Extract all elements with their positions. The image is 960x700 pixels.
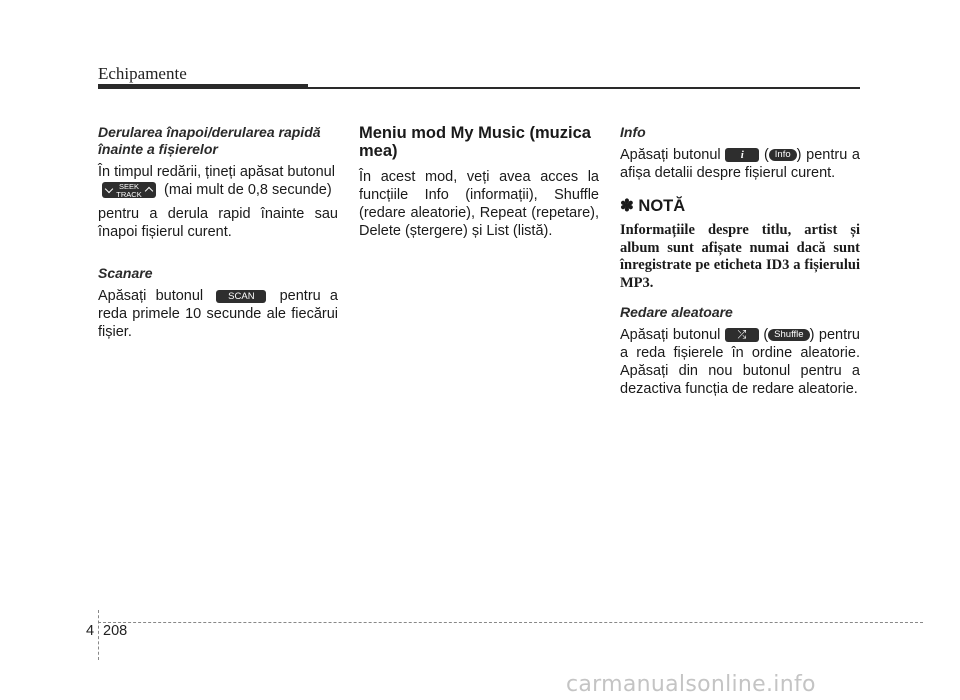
scan-button: SCAN — [216, 290, 266, 303]
chapter-number: 4 — [86, 623, 95, 639]
note-text: Informațiile despre titlu, artist și album sunt afișate numai dacă sunt înregistrate pe eticheta ID3 a fișierului MP3. — [620, 222, 860, 291]
shuffle-icon: ⤮ — [725, 328, 759, 342]
watermark: carmanualsonline.info — [566, 672, 816, 697]
column-left — [98, 124, 338, 347]
info-pill: Info — [769, 149, 797, 161]
footer-rule — [98, 622, 923, 623]
note-heading: ✽ NOTĂ — [620, 197, 686, 215]
seek-text-1: În timpul redării, țineți apăsat butonul — [98, 164, 335, 180]
scan-heading: Scanare — [98, 265, 153, 281]
page-number: 208 — [103, 623, 128, 639]
shuffle-heading: Redare aleatoare — [620, 304, 733, 320]
info-paragraph: Apăsați butonul i ( Info ) pentru a afișa detalii despre fișierul curent. — [620, 147, 860, 181]
shuffle-text-2: pentru a reda fișierele în ordine aleatorie. Apăsați din nou butonul pentru a dezactiva funcția de redare aleatorie. — [620, 327, 860, 397]
track-label: TRACK — [116, 189, 142, 199]
chevron-down-icon — [105, 185, 113, 193]
seek-label: SEEK — [118, 182, 139, 192]
shuffle-text-1: Apăsați butonul — [620, 327, 721, 343]
my-music-text: În acest mod, veți avea acces la funcțiile Info (informații), Shuffle (redare aleatorie), Repeat (repetare), Delete (ștergere) și List (listă). — [359, 169, 599, 239]
column-middle — [359, 124, 599, 246]
seek-heading: Derularea înapoi/derularea rapidă înainte a fișierelor — [98, 124, 321, 157]
scan-paragraph — [98, 287, 338, 341]
info-icon: i — [725, 148, 759, 162]
footer-divider — [98, 610, 99, 660]
info-text-1: Apăsați butonul — [620, 147, 721, 163]
my-music-heading: Meniu mod My Music (muzica mea) — [359, 124, 591, 160]
section-title: Echipamente — [98, 64, 187, 83]
scan-text-2: pentru a reda primele 10 secunde ale fiecărui fișier. — [98, 288, 338, 340]
info-text-2: pentru a afișa detalii despre fișierul curent. — [620, 147, 860, 181]
seek-text-3: pentru a derula rapid înainte sau înapoi fișierul curent. — [98, 206, 338, 240]
header-rule — [98, 87, 860, 89]
column-right — [620, 124, 860, 404]
seek-track-button — [102, 182, 156, 198]
shuffle-pill: Shuffle — [768, 329, 809, 341]
shuffle-paragraph: Apăsați butonul ⤮ ( Shuffle ) pentru a reda fișierele în ordine aleatorie. Apăsați din nou butonul pentru a dezactiva funcția de redare aleatorie. — [620, 327, 860, 397]
scan-text-1: Apăsați butonul — [98, 288, 204, 304]
chevron-up-icon — [145, 187, 153, 195]
info-heading: Info — [620, 124, 646, 140]
seek-text-2: (mai mult de 0,8 secunde) — [164, 182, 332, 198]
seek-paragraph — [98, 163, 338, 199]
